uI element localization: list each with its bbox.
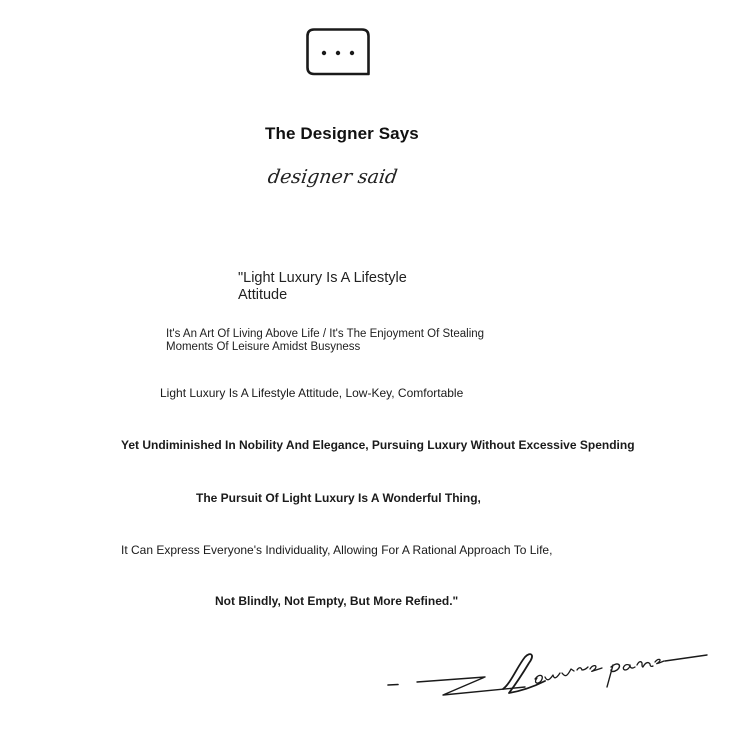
quote-line-3: The Pursuit Of Light Luxury Is A Wonderful Thing, — [196, 491, 481, 505]
section-title: The Designer Says — [265, 124, 419, 143]
intro-paragraph: It's An Art Of Living Above Life / It's The Enjoyment Of Stealing Moments Of Leisure Amidst Busyness — [166, 328, 485, 353]
quote-line-1: Light Luxury Is A Lifestyle Attitude, Low-Key, Comfortable — [160, 386, 464, 400]
chat-bubble-icon — [306, 28, 370, 76]
quote-line-4: It Can Express Everyone's Individuality, Allowing For A Rational Approach To Life, — [121, 543, 553, 557]
quote-heading: "Light Luxury Is A Lifestyle Attitude — [238, 270, 407, 303]
script-subtitle: designer said — [266, 166, 399, 188]
quote-line-5: Not Blindly, Not Empty, But More Refined." — [215, 594, 459, 608]
handwritten-signature — [385, 645, 710, 705]
quote-line-2: Yet Undiminished In Nobility And Elegance, Pursuing Luxury Without Excessive Spending — [121, 438, 635, 452]
